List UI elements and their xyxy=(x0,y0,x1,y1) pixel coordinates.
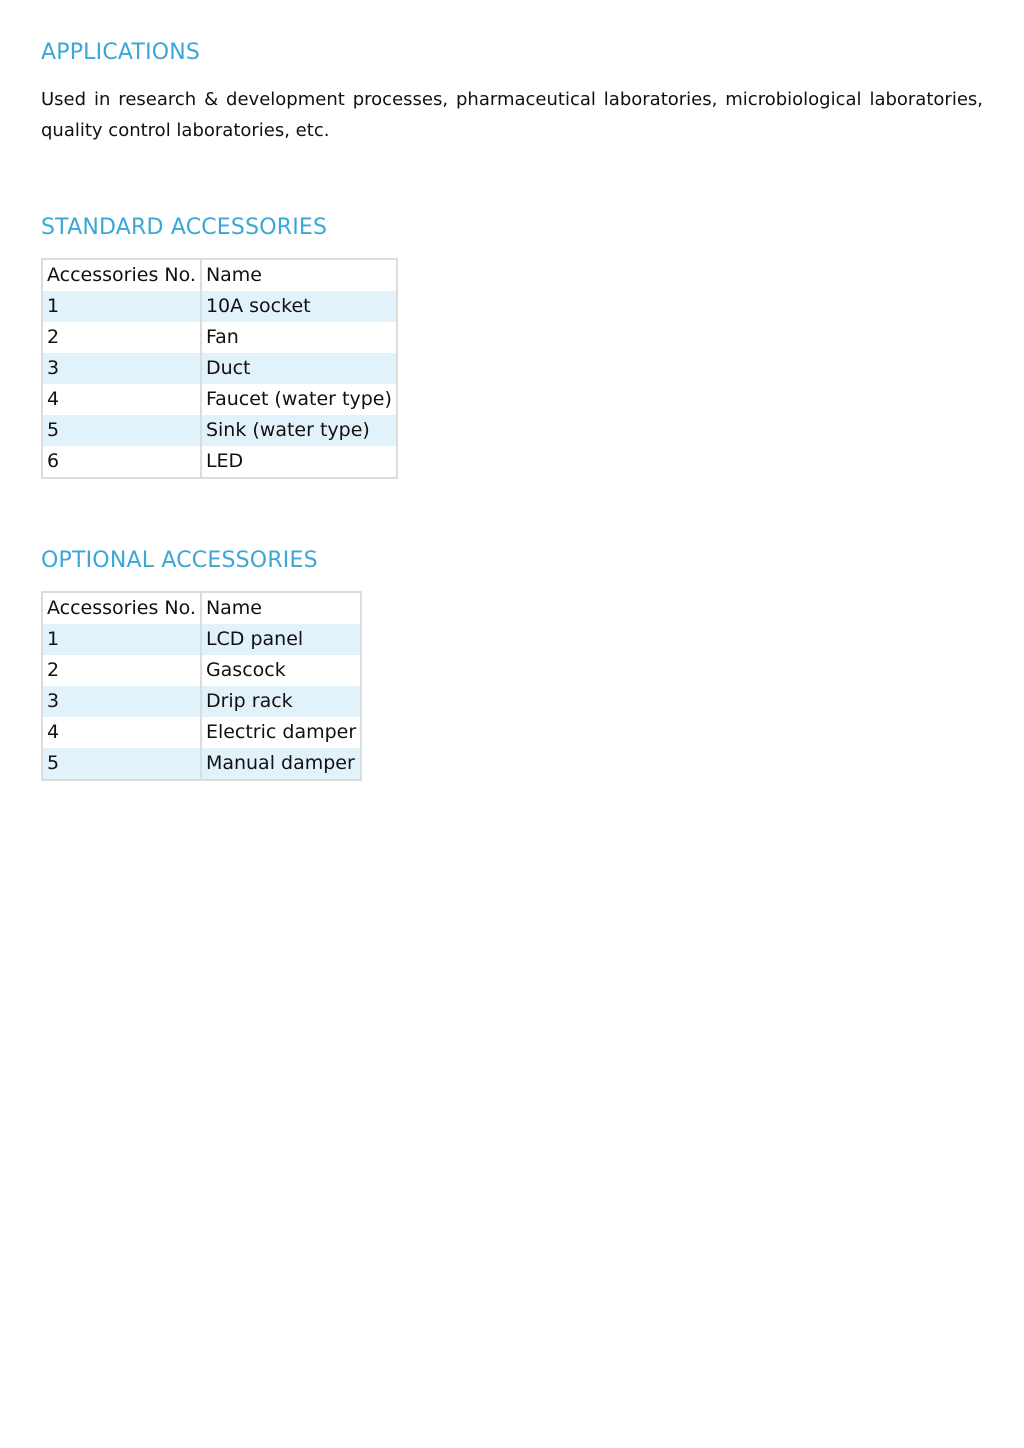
cell-name: Faucet (water type) xyxy=(205,388,392,410)
applications-heading: APPLICATIONS xyxy=(41,40,201,65)
table-row xyxy=(42,717,361,748)
cell-no: 3 xyxy=(42,353,201,384)
table-row xyxy=(42,655,361,686)
table-header-row xyxy=(42,592,361,624)
table-row xyxy=(42,624,361,655)
cell-no: 4 xyxy=(42,717,201,748)
table-row xyxy=(42,446,397,478)
applications-paragraph: Used in research & development processes, pharmaceutical laboratories, microbiological laboratories, quality control laboratories, etc. xyxy=(41,89,983,141)
column-header-name: Name xyxy=(205,597,262,619)
cell-no: 3 xyxy=(42,686,201,717)
cell-name: Fan xyxy=(205,326,239,348)
cell-name: Electric damper xyxy=(205,721,357,743)
cell-no: 1 xyxy=(42,291,201,322)
cell-name: LED xyxy=(205,450,244,472)
table-row xyxy=(42,322,397,353)
cell-name: 10A socket xyxy=(205,295,311,317)
cell-name: Gascock xyxy=(205,659,286,681)
cell-name: LCD panel xyxy=(205,628,304,650)
cell-name: Sink (water type) xyxy=(205,419,370,441)
cell-no: 6 xyxy=(42,446,201,478)
column-header-name: Name xyxy=(205,264,262,286)
cell-name: Manual damper xyxy=(205,752,355,774)
table-row xyxy=(42,291,397,322)
column-header-no: Accessories No. xyxy=(42,259,201,291)
cell-no: 2 xyxy=(42,655,201,686)
cell-name: Duct xyxy=(205,357,251,379)
table-row xyxy=(42,748,361,780)
cell-name: Drip rack xyxy=(205,690,293,712)
cell-no: 5 xyxy=(42,748,201,780)
cell-no: 2 xyxy=(42,322,201,353)
standard-accessories-heading: STANDARD ACCESSORIES xyxy=(41,215,328,240)
table-row xyxy=(42,686,361,717)
cell-no: 1 xyxy=(42,624,201,655)
cell-no: 4 xyxy=(42,384,201,415)
optional-accessories-heading: OPTIONAL ACCESSORIES xyxy=(41,548,318,573)
table-row xyxy=(42,415,397,446)
table-header-row xyxy=(42,259,397,291)
optional-accessories-table xyxy=(41,591,362,781)
table-row xyxy=(42,353,397,384)
table-row xyxy=(42,384,397,415)
cell-no: 5 xyxy=(42,415,201,446)
column-header-no: Accessories No. xyxy=(42,592,201,624)
standard-accessories-table xyxy=(41,258,398,479)
